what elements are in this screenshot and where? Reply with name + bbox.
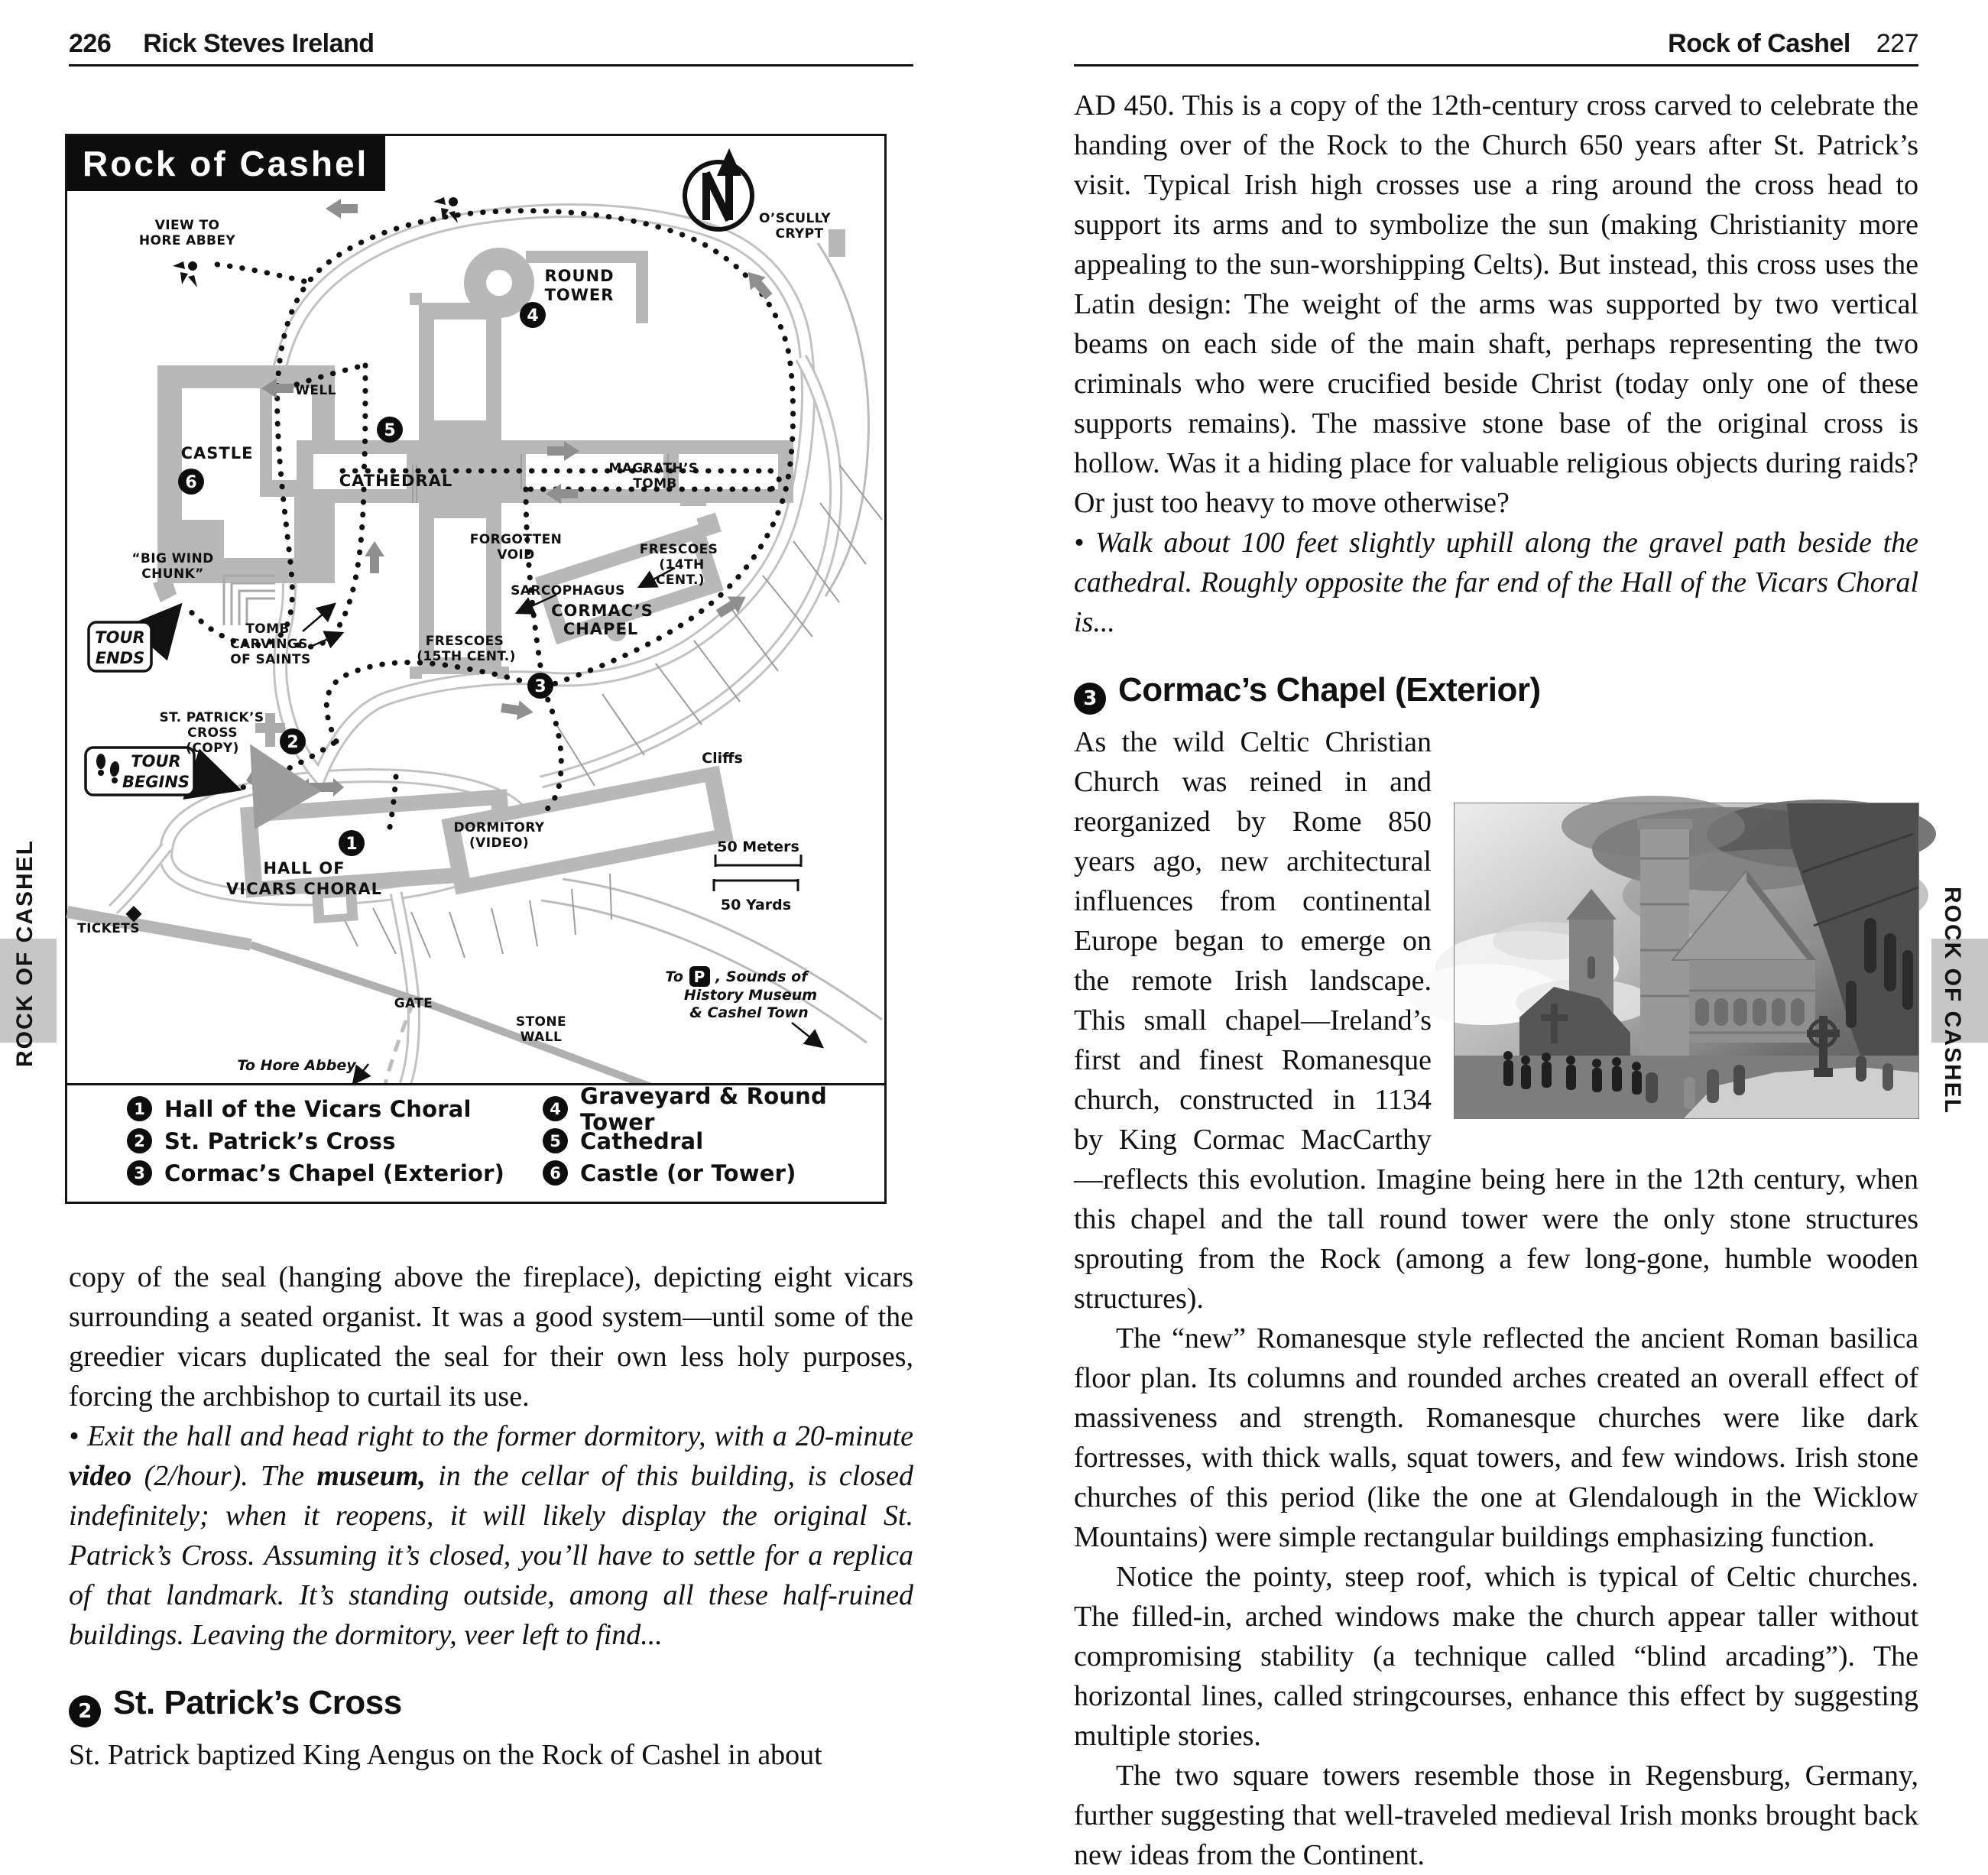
label-stpat-3: (COPY) [186, 741, 239, 756]
label-hall-1: HALL OF [263, 859, 345, 877]
label-cliffs: Cliffs [702, 750, 743, 767]
label-stpat-1: ST. PATRICK’S [159, 710, 264, 725]
marker-3 [527, 673, 553, 699]
map-legend [67, 1083, 884, 1202]
walk-bold-museum: museum, [316, 1460, 426, 1492]
marker-6 [178, 469, 204, 495]
label-stpat-2: CROSS [187, 725, 238, 741]
legend-item-1 [127, 1096, 504, 1121]
walk-seg-2: (2/hour). The [131, 1460, 317, 1492]
right-tab-label: ROCK OF CASHEL [1940, 887, 1965, 1114]
right-page-header [1074, 29, 1918, 64]
left-walking-directions [69, 1416, 913, 1655]
tour-begins-line1: TOUR [131, 752, 181, 770]
walk-seg-1: • Exit the hall and head right to the former dormitory, with a 20-minute [69, 1420, 913, 1452]
marker-4 [520, 302, 546, 328]
label-hall-2: VICARS CHORAL [226, 880, 382, 898]
right-paragraph-ad450: AD 450. This is a copy of the 12th-century cross carved to celebrate the handing over of the Rock to the Church 650 years after St. Patrick’s visit. Typical Irish high crosses use a ring around the cross head to support its arms and to symbolize the sun (making Christianity more appealing to the sun-worshipping Celts). But instead, this cross uses the Latin design: The weight of the arms was supported by two vertical beams on each side of the main shaft, perhaps representing the two criminals who were crucified beside Christ (today only one of these supports remains). The massive stone base of the original cross is hollow. Was it a hiding place for valuable religious objects during raids? Or just too heavy to move otherwise? [1074, 89, 1918, 519]
right-header-title: Rock of Cashel [1668, 29, 1850, 58]
legend-item-5 [543, 1128, 884, 1153]
right-walking-directions: • Walk about 100 feet slightly uphill along the gravel path beside the cathedral. Roughly opposite the far end of the Hall of the Vicars Choral is... [1074, 527, 1918, 638]
svg-text:3: 3 [534, 677, 546, 696]
label-forgotten-2: VOID [497, 547, 535, 563]
label-frescoes14-1: FRESCOES [639, 542, 718, 557]
svg-text:1: 1 [345, 835, 358, 854]
label-tomb-1: TOMB [245, 621, 290, 637]
legend-num-2: 2 [127, 1128, 152, 1153]
label-oscully-2: CRYPT [775, 226, 824, 242]
tour-begins-line2: BEGINS [122, 773, 190, 791]
right-page-number: 227 [1876, 29, 1918, 58]
label-frescoes15-2: (15TH CENT.) [417, 649, 516, 664]
label-magrath-2: TOMB [633, 476, 677, 491]
left-header-rule [69, 64, 913, 67]
label-sarcophagus: SARCOPHAGUS [511, 583, 625, 599]
heading-label-3: Cormac’s Chapel (Exterior) [1118, 671, 1541, 709]
tour-ends-box [89, 622, 151, 671]
label-top-post: , Sounds of [715, 968, 808, 985]
legend-label-1: Hall of the Vicars Choral [164, 1095, 472, 1122]
label-stonewall-2: WALL [520, 1030, 563, 1045]
label-top-2: History Museum [683, 987, 818, 1004]
svg-text:4: 4 [527, 307, 539, 326]
marker-5 [377, 417, 403, 443]
walk-seg-3: in the cellar of this building, is closed indefinitely; when it reopens, it will likely display the original St. Patrick’s Cross. Assuming it’s closed, you’ll have to settle for a replica of that landmark. It’s standing outside, among all these half-ruined buildings. Leaving the dormitory, veer left to find... [69, 1460, 913, 1651]
label-tomb-2: CARVINGS [230, 637, 308, 652]
oscully-crypt-shape [829, 229, 845, 257]
label-oscully-1: O’SCULLY [759, 211, 831, 226]
heading-number-2: 2 [69, 1695, 101, 1727]
map-title-bar [67, 136, 385, 191]
label-round-1: ROUND [544, 267, 615, 285]
label-50yards: 50 Yards [720, 897, 792, 913]
left-header-title: Rick Steves Ireland [143, 29, 375, 58]
right-paragraph-roof: Notice the pointy, steep roof, which is typical of Celtic churches. The filled-in, arched windows make the church appear taller without compromising stability (a technique called “blind arcading”). The horizontal lines, called stringcourses, enhance this effect by suggesting multiple stories. [1074, 1561, 1918, 1752]
walk-bold-video: video [69, 1460, 132, 1492]
label-magrath-1: MAGRATH’S [608, 461, 699, 476]
legend-num-4: 4 [543, 1096, 568, 1121]
scale-bar [714, 855, 801, 891]
map-canvas [67, 136, 884, 1087]
label-cathedral: CATHEDRAL [339, 472, 453, 490]
legend-item-3 [127, 1160, 504, 1186]
right-paragraph-chapel-text: As the wild Celtic Christian Church was reined in and reorganized by Rome 850 years ago, new architectural influences from continental Europe began to emerge on the remote Irish landscape. This small chapel—Ireland’s first and finest Romanesque church, constructed in 1134 by King Cormac MacCarthy—reflects this evolution. Imagine being here in the 12th century, when this chapel and the tall round tower were the only stone structures sprouting from the Rock (among a few long-gone, humble wooden structures). [1074, 726, 1918, 1315]
label-forgotten-1: FORGOTTEN [469, 532, 563, 547]
legend-label-6: Castle (or Tower) [580, 1160, 796, 1186]
label-cormac-2: CHAPEL [563, 620, 639, 638]
marker-1 [339, 830, 365, 856]
rock-of-cashel-map [65, 134, 887, 1204]
label-50meters: 50 Meters [717, 839, 799, 855]
label-dorm-2: (VIDEO) [469, 835, 529, 851]
right-header-rule [1074, 64, 1918, 67]
label-top-3: & Cashel Town [689, 1004, 809, 1021]
label-frescoes15-1: FRESCOES [425, 634, 504, 649]
label-frescoes14-3: CENT.) [656, 573, 705, 588]
label-tickets: TICKETS [77, 921, 140, 936]
label-stonewall-1: STONE [515, 1014, 567, 1030]
section-heading-cormacs-chapel [1074, 668, 1918, 715]
label-dorm-1: DORMITORY [453, 820, 545, 835]
right-paragraph-chapel [1074, 722, 1918, 1319]
legend-label-3: Cormac’s Chapel (Exterior) [164, 1160, 505, 1186]
left-paragraph-baptized: St. Patrick baptized King Aengus on the Rock of Cashel in about [69, 1739, 822, 1771]
legend-num-5: 5 [543, 1128, 568, 1153]
tour-ends-line1: TOUR [95, 628, 145, 647]
left-paragraph-seal: copy of the seal (hanging above the fireplace), depicting eight vicars surrounding a seated organist. It was a good system—until some of the greedier vicars duplicated the seal for their own less holy purposes, forcing the archbishop to curtail its use. [69, 1261, 913, 1413]
svg-text:2: 2 [287, 733, 299, 752]
legend-num-1: 1 [127, 1096, 152, 1121]
label-frescoes14-2: (14TH [659, 557, 705, 573]
compass-north-icon [685, 148, 752, 229]
label-round-2: TOWER [544, 286, 615, 304]
legend-item-6 [543, 1160, 884, 1186]
tomb-carvings-motif [224, 576, 275, 625]
label-tomb-3: OF SAINTS [230, 652, 311, 667]
label-bigwind-2: CHUNK” [141, 566, 204, 582]
heading-label-2: St. Patrick’s Cross [113, 1684, 402, 1721]
tour-begins-box [86, 748, 194, 795]
label-well: WELL [295, 383, 336, 398]
label-gate: GATE [394, 996, 433, 1011]
legend-label-2: St. Patrick’s Cross [164, 1127, 396, 1154]
tour-ends-line2: ENDS [95, 649, 145, 667]
map-title: Rock of Cashel [83, 144, 369, 183]
label-to-hore: To Hore Abbey [237, 1057, 356, 1074]
legend-item-2 [127, 1128, 504, 1153]
section-heading-st-patricks-cross [69, 1681, 913, 1727]
legend-label-4: Graveyard & Round Tower [580, 1082, 827, 1135]
right-paragraph-towers: The two square towers resemble those in Regensburg, Germany, further suggesting that well-traveled medieval Irish monks brought back new ideas from the Continent. [1074, 1760, 1918, 1871]
chapel-photo-image [1455, 803, 1918, 1118]
legend-num-3: 3 [127, 1160, 152, 1186]
label-castle: CASTLE [180, 444, 254, 462]
heading-number-3: 3 [1074, 683, 1106, 715]
left-page-number: 226 [69, 29, 112, 58]
label-cormac-1: CORMAC’S [551, 602, 653, 620]
left-page-header [69, 29, 375, 64]
left-page-body [69, 1257, 913, 1775]
legend-label-5: Cathedral [580, 1127, 704, 1154]
outer-roads [541, 243, 882, 1043]
chapel-photo [1455, 803, 1918, 1118]
left-tab-label: ROCK OF CASHEL [12, 839, 37, 1067]
right-page-body [1074, 86, 1918, 1875]
svg-text:5: 5 [384, 421, 396, 440]
label-view-2: HORE ABBEY [138, 233, 236, 248]
legend-item-4 [543, 1082, 884, 1135]
legend-num-6: 6 [543, 1160, 568, 1186]
label-top-pre: To [665, 968, 683, 985]
label-to-parking [665, 966, 817, 1021]
label-top-p: P [693, 968, 705, 986]
svg-text:6: 6 [185, 473, 197, 492]
marker-2 [280, 728, 306, 754]
label-bigwind-1: “BIG WIND [131, 551, 214, 566]
right-paragraph-romanesque: The “new” Romanesque style reflected the ancient Roman basilica floor plan. Its columns and rounded arches created an overall effect of massiveness and strength. Romanesque churches were like dark fortresses, with thick walls, squat towers, and few windows. Irish stone churches of this period (like the one at Glendalough in the Wicklow Mountains) were simple rectangular buildings emphasizing function. [1074, 1322, 1918, 1553]
label-view-1: VIEW TO [154, 218, 220, 233]
